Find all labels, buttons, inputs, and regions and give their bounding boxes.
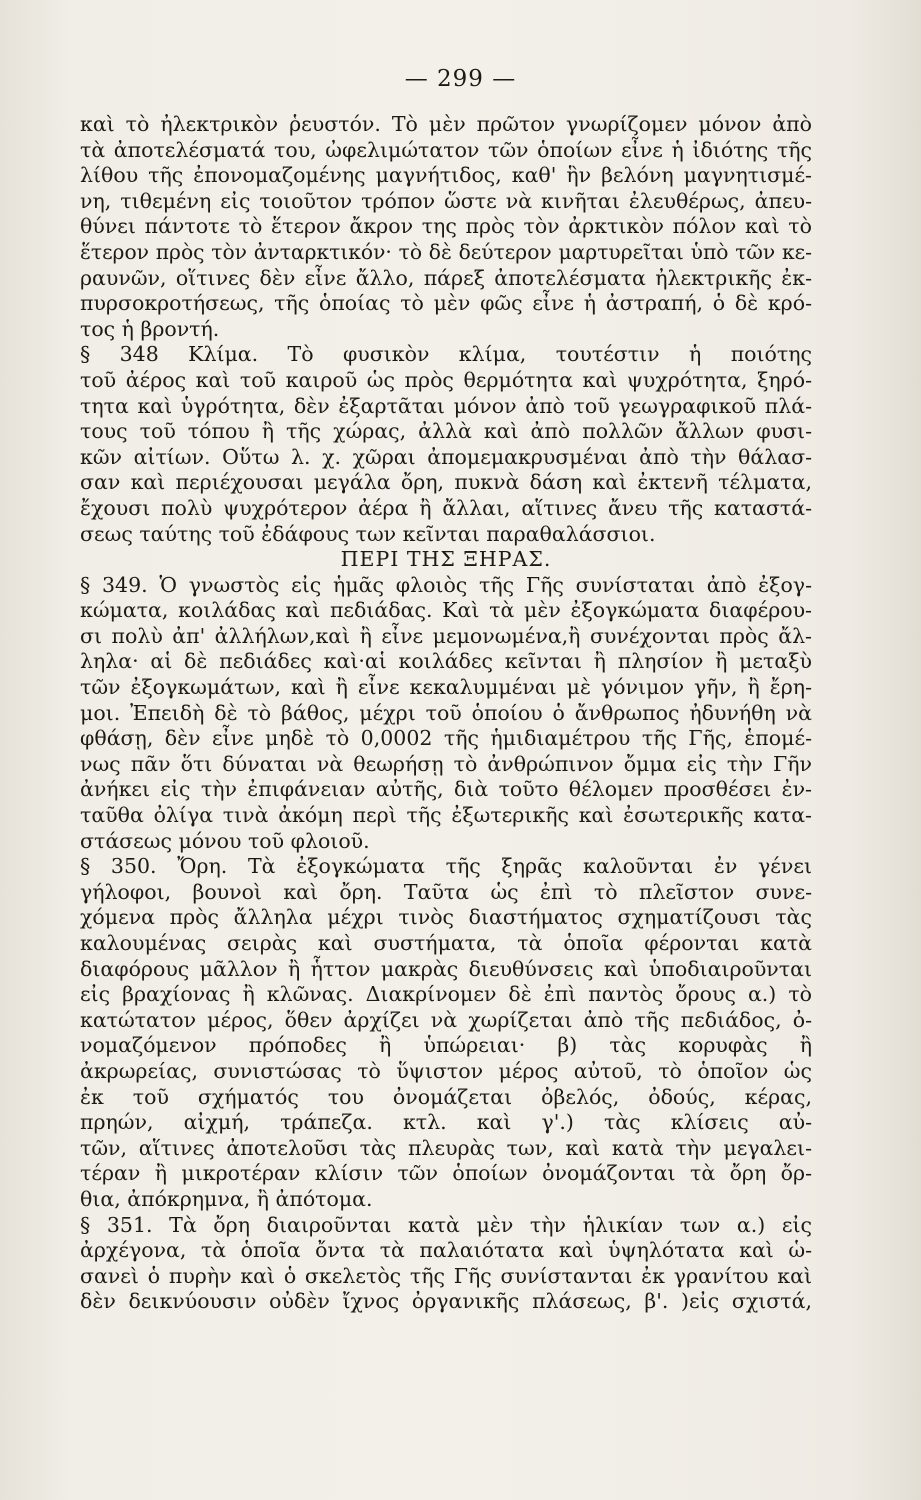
section-348-line: § 348 Κλίμα. Τὸ φυσικὸν κλίμα, τουτέστιν ἡ ποιότης [80, 342, 812, 367]
text-line: ταῦθα ὀλίγα τινὰ ἀκόμη περὶ τῆς ἐξωτερικῆς καὶ ἐσωτερικῆς κατα- [80, 803, 812, 828]
section-351-line: § 351. Τὰ ὄρη διαιροῦνται κατὰ μὲν τὴν ἡλικίαν των α.) εἰς [80, 1212, 812, 1237]
text-line: τὰ ἀποτελέσματά του, ὠφελιμώτατον τῶν ὁποίων εἶνε ἡ ἰδιότης τῆς [80, 137, 812, 162]
text-line: νομαζόμενον πρόποδες ἢ ὑπώρειαι· β) τὰς κορυφὰς ἢ [80, 1033, 812, 1058]
text-line: θύνει πάντοτε τὸ ἕτερον ἄκρον της πρὸς τὸν ἀρκτικὸν πόλον καὶ τὸ [80, 214, 812, 239]
text-line: μοι. Ἐπειδὴ δὲ τὸ βάθος, μέχρι τοῦ ὁποίου ὁ ἄνθρωπος ἠδυνήθη νὰ [80, 700, 812, 725]
text-line: σεως ταύτης τοῦ ἐδάφους των κεῖνται παραθαλάσσιοι. [80, 521, 656, 546]
text-line: νως πᾶν ὅτι δύναται νὰ θεωρήσῃ τὸ ἀνθρώπινον ὄμμα εἰς τὴν Γῆν [80, 751, 812, 776]
text-line: δὲν δεικνύουσιν οὐδὲν ἴχνος ὀργανικῆς πλάσεως, β'. )εἰς σχιστά, [80, 1289, 812, 1314]
text-line: νη, τιθεμένη εἰς τοιοῦτον τρόπον ὥστε νὰ κινῆται ἐλευθέρως, ἀπευ- [80, 188, 812, 213]
text-line: καὶ τὸ ἠλεκτρικὸν ῥευστόν. Τὸ μὲν πρῶτον γνωρίζομεν μόνον ἀπὸ [80, 112, 812, 136]
text-line: κῶν αἰτίων. Οὕτω λ. χ. χῶραι ἀπομεμακρυσμέναι ἀπὸ τὴν θάλασ- [80, 444, 812, 469]
body-text [80, 112, 812, 1315]
text-line: κατώτατον μέρος, ὅθεν ἀρχίζει νὰ χωρίζεται ἀπὸ τῆς πεδιάδος, ὀ- [80, 1007, 812, 1032]
text-line: σανεὶ ὁ πυρὴν καὶ ὁ σκελετὸς τῆς Γῆς συνίστανται ἐκ γρανίτου καὶ [80, 1263, 812, 1288]
text-line: τος ἡ βροντή. [80, 316, 220, 341]
text-line: τέραν ἢ μικροτέραν κλίσιν τῶν ὁποίων ὀνομάζονται τὰ ὄρη ὄρ- [80, 1161, 812, 1186]
text-line: θια, ἀπόκρημνα, ἢ ἀπότομα. [80, 1186, 373, 1211]
text-line: διαφόρους μᾶλλον ἢ ἧττον μακρὰς διευθύνσεις καὶ ὑποδιαιροῦνται [80, 956, 812, 981]
text-line: φθάσῃ, δὲν εἶνε μηδὲ τὸ 0,0002 τῆς ἡμιδιαμέτρου τῆς Γῆς, ἑπομέ- [80, 726, 812, 751]
text-line: εἰς βραχίονας ἢ κλῶνας. Διακρίνομεν δὲ ἐπὶ παντὸς ὄρους α.) τὸ [80, 982, 812, 1007]
text-line: γήλοφοι, βουνοὶ καὶ ὄρη. Ταῦτα ὡς ἐπὶ τὸ πλεῖστον συνε- [80, 879, 812, 904]
page-number: — 299 — [404, 66, 517, 92]
section-349-line: § 349. Ὁ γνωστὸς εἰς ἡμᾶς φλοιὸς τῆς Γῆς συνίσταται ἀπὸ ἐξογ- [80, 572, 812, 597]
section-350-line: § 350. Ὄρη. Τὰ ἐξογκώματα τῆς ξηρᾶς καλοῦνται ἐν γένει [80, 854, 812, 879]
text-line: τῶν, αἵτινες ἀποτελοῦσι τὰς πλευρὰς των, καὶ κατὰ τὴν μεγαλει- [80, 1135, 812, 1160]
text-line: σαν καὶ περιέχουσαι μεγάλα ὄρη, πυκνὰ δάση καὶ ἐκτενῆ τέλματα, [80, 470, 812, 495]
text-line: πυρσοκροτήσεως, τῆς ὁποίας τὸ μὲν φῶς εἶνε ἡ ἀστραπή, ὁ δὲ κρό- [80, 291, 812, 316]
text-line: καλουμένας σειρὰς καὶ συστήματα, τὰ ὁποῖα φέρονται κατὰ [80, 931, 812, 955]
text-line: πρηών, αἰχμή, τράπεζα. κτλ. καὶ γ'.) τὰς κλίσεις αὐ- [80, 1110, 812, 1135]
text-line: στάσεως μόνου τοῦ φλοιοῦ. [80, 828, 370, 853]
text-line: ἔχουσι πολὺ ψυχρότερον ἀέρα ἢ ἄλλαι, αἵτινες ἄνευ τῆς καταστά- [80, 495, 812, 520]
text-line: κώματα, κοιλάδας καὶ πεδιάδας. Καὶ τὰ μὲν ἐξογκώματα διαφέρου- [80, 598, 812, 623]
text-line: λίθου τῆς ἐπονομαζομένης μαγνήτιδος, καθ' ἣν βελόνη μαγνητισμέ- [80, 163, 812, 188]
text-line: ἀκρωρείας, συνιστώσας τὸ ὕψιστον μέρος αὐτοῦ, τὸ ὁποῖον ὡς [80, 1058, 812, 1083]
text-line: τῶν ἐξογκωμάτων, καὶ ἢ εἶνε κεκαλυμμέναι μὲ γόνιμον γῆν, ἢ ἔρη- [80, 675, 812, 700]
text-line: ραυνῶν, οἵτινες δὲν εἶνε ἄλλο, πάρεξ ἀποτελέσματα ἠλεκτρικῆς ἐκ- [80, 265, 812, 290]
text-line: τοῦ ἀέρος καὶ τοῦ καιροῦ ὡς πρὸς θερμότητα καὶ ψυχρότητα, ξηρό- [80, 367, 812, 392]
text-line: χόμενα πρὸς ἄλληλα μέχρι τινὸς διαστήματος σχηματίζουσι τὰς [80, 905, 812, 930]
section-heading: ΠΕΡΙ ΤΗΣ ΞΗΡΑΣ. [340, 547, 552, 572]
text-line: ἀνήκει εἰς τὴν ἐπιφάνειαν αὐτῆς, διὰ τοῦτο θέλομεν προσθέσει ἐν- [80, 777, 812, 802]
text-line: τους τοῦ τόπου ἢ τῆς χώρας, ἀλλὰ καὶ ἀπὸ πολλῶν ἄλλων φυσι- [80, 419, 812, 444]
text-line: ληλα· αἱ δὲ πεδιάδες καὶ·αἱ κοιλάδες κεῖνται ἢ πλησίον ἢ μεταξὺ [80, 649, 812, 674]
text-line: σι πολὺ ἀπ' ἀλλήλων,καὶ ἢ εἶνε μεμονωμένα,ἢ συνέχονται πρὸς ἄλ- [80, 623, 812, 648]
text-line: ἐκ τοῦ σχήματός του ὀνομάζεται ὀβελός, ὀδούς, κέρας, [80, 1084, 812, 1109]
text-line: ἀρχέγονα, τὰ ὁποῖα ὄντα τὰ παλαιότατα καὶ ὑψηλότατα καὶ ὡ- [80, 1238, 812, 1263]
text-line: ἕτερον πρὸς τὸν ἀνταρκτικόν· τὸ δὲ δεύτερον μαρτυρεῖται ὑπὸ τῶν κε- [80, 239, 812, 264]
text-line: τητα καὶ ὑγρότητα, δὲν ἐξαρτᾶται μόνον ἀπὸ τοῦ γεωγραφικοῦ πλά- [80, 393, 812, 418]
